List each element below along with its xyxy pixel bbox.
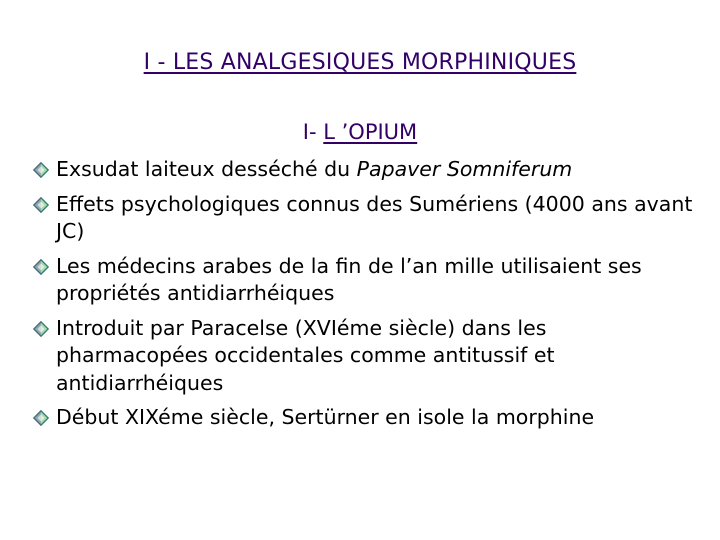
bullet-text: Les médecins arabes de la fin de l’an mille utilisaient ses propriétés antidiarrhéiques xyxy=(56,253,642,305)
bullet-item xyxy=(32,404,702,432)
subtitle-prefix: I- xyxy=(302,120,324,144)
diamond-bullet-icon xyxy=(32,196,50,214)
diamond-bullet-icon xyxy=(32,320,50,338)
bullet-list xyxy=(32,156,702,439)
diamond-bullet-icon xyxy=(32,258,50,276)
diamond-bullet-icon xyxy=(32,161,50,179)
section-subtitle xyxy=(0,120,720,144)
bullet-item xyxy=(32,253,702,308)
slide-title: I - LES ANALGESIQUES MORPHINIQUES xyxy=(143,50,577,75)
bullet-text: Exsudat laiteux desséché du Papaver Somniferum xyxy=(56,157,573,181)
subtitle-underlined: L ’OPIUM xyxy=(323,120,418,144)
bullet-item xyxy=(32,156,702,184)
bullet-text: Effets psychologiques connus des Sumériens (4000 ans avant JC) xyxy=(56,191,693,243)
bullet-item xyxy=(32,191,702,246)
bullet-text: Introduit par Paracelse (XVIéme siècle) dans les pharmacopées occidentales comme antitussif et antidiarrhéiques xyxy=(56,315,555,395)
bullet-item xyxy=(32,315,702,398)
bullet-text: Début XIXéme siècle, Sertürner en isole la morphine xyxy=(56,405,595,429)
diamond-bullet-icon xyxy=(32,409,50,427)
